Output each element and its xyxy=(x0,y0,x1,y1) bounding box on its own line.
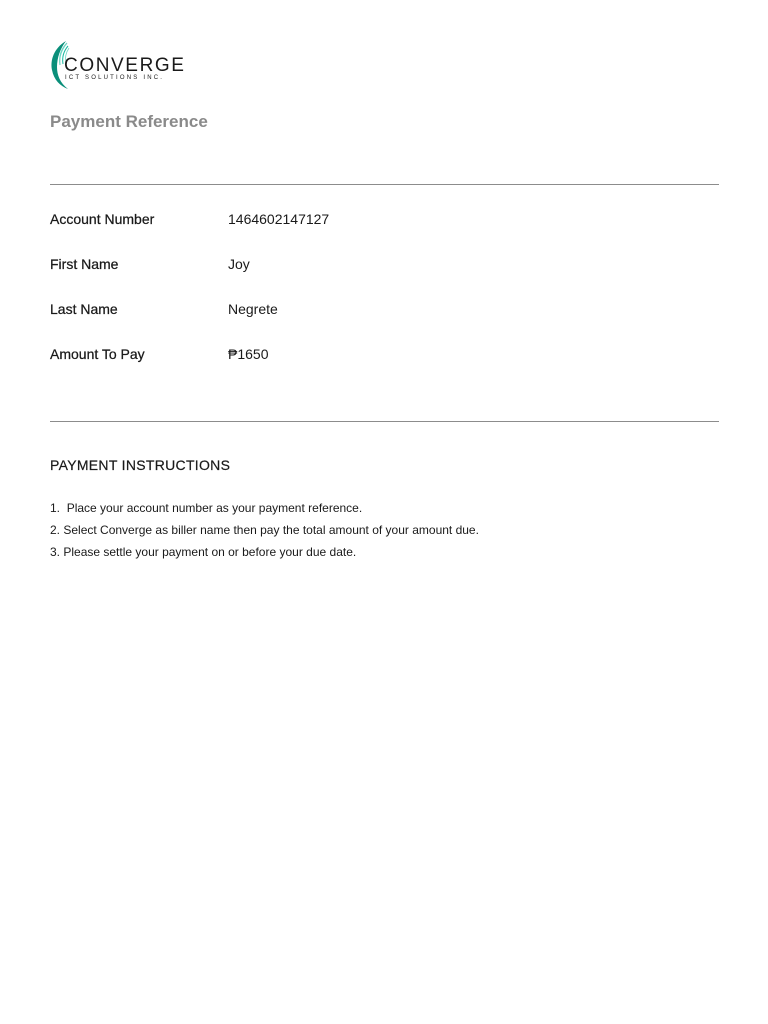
page-title: Payment Reference xyxy=(50,112,208,131)
logo-wordmark: CONVERGE xyxy=(64,55,186,76)
instruction-item xyxy=(50,497,479,519)
field-label: Last Name xyxy=(50,301,118,317)
field-last-name xyxy=(50,301,710,323)
field-value: 1464602147127 xyxy=(228,211,330,227)
field-value: Negrete xyxy=(228,301,278,317)
field-value: ₱1650 xyxy=(228,346,269,362)
instructions-heading: PAYMENT INSTRUCTIONS xyxy=(50,457,231,473)
divider-top xyxy=(50,184,719,185)
field-account-number xyxy=(50,211,710,233)
field-label: First Name xyxy=(50,256,119,272)
instructions-list xyxy=(50,497,479,563)
field-first-name xyxy=(50,256,710,278)
field-label: Account Number xyxy=(50,211,155,227)
field-label: Amount To Pay xyxy=(50,346,145,362)
field-value: Joy xyxy=(228,256,250,272)
instruction-text: Please settle your payment on or before your due date. xyxy=(63,545,357,559)
logo-tagline: ICT SOLUTIONS INC. xyxy=(65,75,165,81)
field-amount-to-pay xyxy=(50,346,710,368)
converge-logo xyxy=(48,38,198,92)
instruction-number: 2. xyxy=(50,523,61,537)
instruction-item xyxy=(50,519,479,541)
instruction-item xyxy=(50,541,479,563)
instruction-number: 3. xyxy=(50,545,61,559)
instruction-number: 1. xyxy=(50,501,61,515)
instruction-text: Place your account number as your payment reference. xyxy=(66,501,363,515)
divider-bottom xyxy=(50,421,719,422)
instruction-text: Select Converge as biller name then pay the total amount of your amount due. xyxy=(63,523,479,537)
